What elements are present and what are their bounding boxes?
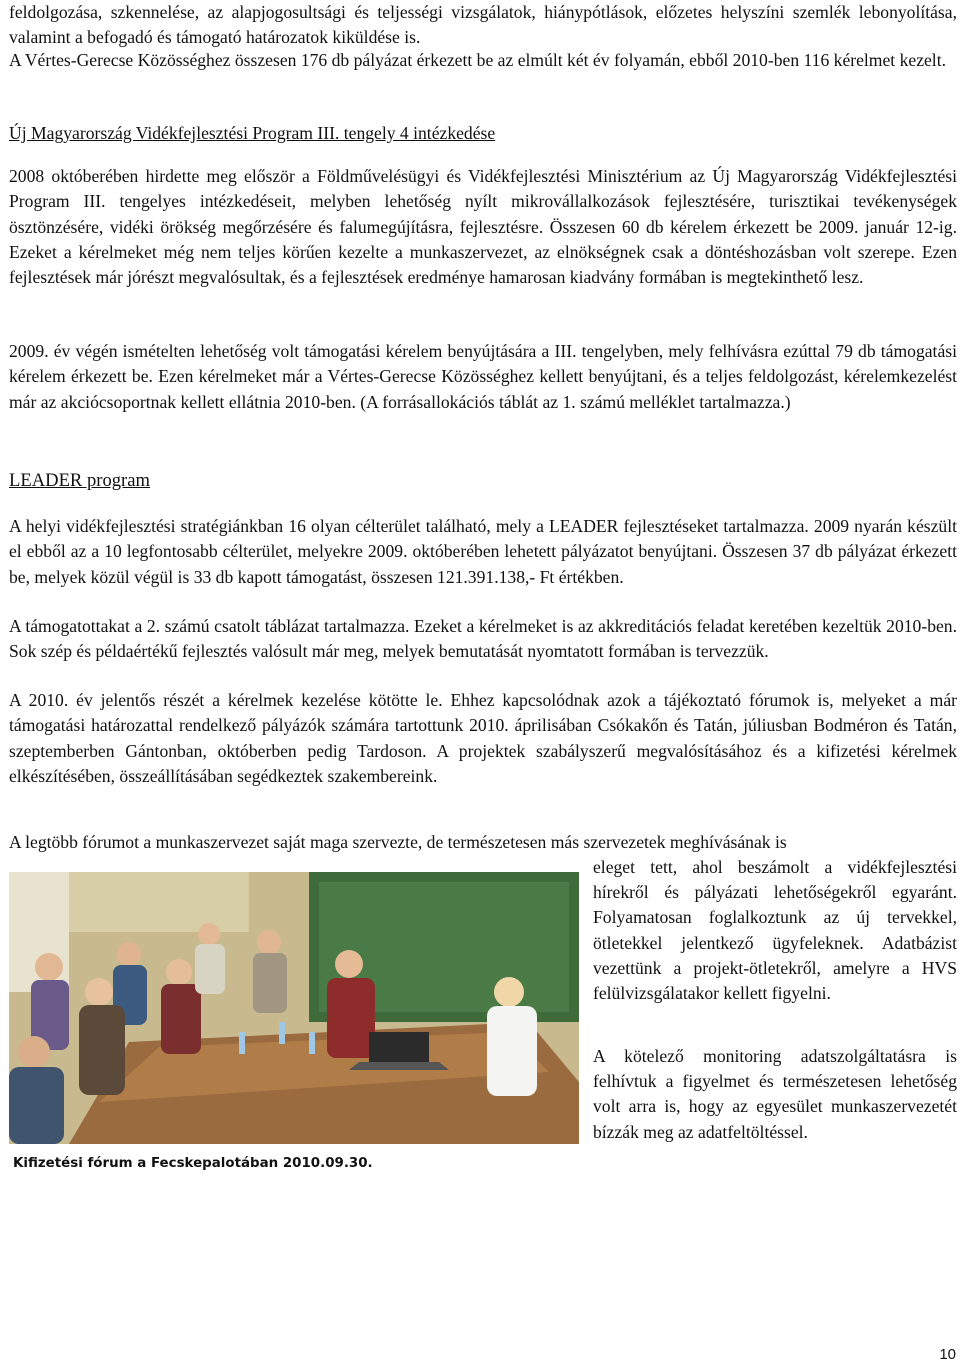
paragraph-intro-2: A Vértes-Gerecse Közösséghez összesen 176 db pályázat érkezett be az elmúlt két év folyamán, ebből 2010-ben 116 kérelmet kezelt. — [9, 50, 946, 70]
page-number: 10 — [939, 1346, 956, 1363]
paragraph-leader-4-side: eleget tett, ahol beszámolt a vidékfejlesztési hírekről és pályázati lehetőségekről egyaránt. Folyamatosan foglalkoztunk az új tervekkel, ötletekkel jelentkező ügyfeleknek. Adatbázist vezettünk a projekt-ötletekről, amelyre a HVS felülvizsgálatakor kellett figyelni. — [593, 857, 957, 1004]
paragraph-intro-1: feldolgozása, szkennelése, az alapjogosultsági és teljességi vizsgálatok, hiánypótlások, előzetes helyszíni szemlék lebonyolítása, valamint a befogadó és támogató határozatok kiküldése is. — [9, 2, 957, 48]
paragraph-leader-5-side: A kötelező monitoring adatszolgáltatásra is felhívtuk a figyelmet és természetesen lehetőség volt arra is, hogy az egyesület munkaszervezetét bízzák meg az adatfeltöltéssel. — [593, 1046, 957, 1142]
paragraph-program-2: 2009. év végén ismételten lehetőség volt támogatási kérelem benyújtására a III. tengelyben, mely felhívásra ezúttal 79 db támogatási kérelem érkezett be. Ezen kérelmeket már a Vértes-Gerecse Közösséghez kellett benyújtani, és a teljes feldolgozást, kérelemkezelést már az akciócsoportnak kellett ellátnia 2010-ben. (A forrásallokációs táblát az 1. számú melléklet tartalmazza.) — [9, 341, 957, 412]
paragraph-program-1: 2008 októberében hirdette meg először a Földművelésügyi és Vidékfejlesztési Minisztérium az Új Magyarország Vidékfejlesztési Program III. tengelyes intézkedéseit, melyben lehetőség nyílt mikrovállalkozások fejlesztésére, turisztikai tevékenységek ösztönzésére, vidéki örökség megőrzésére és falumegújításra, fejlesztésre. Összesen 60 db kérelem érkezett be 2009. január 12-ig. Ezeket a kérelmeket még nem teljes körűen kezelte a munkaszervezet, az elnökségnek csak a döntéshozásban volt szerepe. Ezen fejlesztések már jórészt megvalósultak, és a fejlesztések eredménye hamarosan kiadvány formában is megtekinthető lesz. — [9, 166, 957, 288]
paragraph-leader-1: A helyi vidékfejlesztési stratégiánkban 16 olyan célterület található, mely a LEADER fejlesztéseket tartalmazza. 2009 nyarán készült el ebből az a 10 legfontosabb célterület, melyekre 2009. októberében lehetett pályázatot benyújtani. Összesen 37 db pályázat érkezett be, melyek közül végül is 33 db kapott támogatást, összesen 121.391.138,- Ft értékben. — [9, 516, 957, 587]
paragraph-leader-2: A támogatottakat a 2. számú csatolt táblázat tartalmazza. Ezeket a kérelmeket is az akkreditációs feladat keretében kezeltük 2010-ben. Sok szép és példaértékű fejlesztés valósult már meg, melyek bemutatását nyomtatott formában is tervezzük. — [9, 616, 957, 662]
photo-figure — [9, 872, 579, 1184]
section-heading-leader: LEADER program — [9, 470, 150, 491]
figure-caption: Kifizetési fórum a Fecskepalotában 2010.09.30. — [13, 1156, 373, 1171]
section-heading-program: Új Magyarország Vidékfejlesztési Program III. tengely 4 intézkedése — [9, 123, 496, 143]
paragraph-leader-4-lead: A legtöbb fórumot a munkaszervezet saját maga szervezte, de természetesen más szervezetek meghívásának is — [9, 832, 787, 852]
paragraph-leader-3: A 2010. év jelentős részét a kérelmek kezelése kötötte le. Ehhez kapcsolódnak azok a tájékoztató fórumok is, melyeket a már támogatási határozattal rendelkező pályázók számára tartottunk 2010. áprilisában Csókakőn és Tatán, júliusban Bodméron és Tatán, szeptemberben Gántonban, októberben pedig Tardoson. A projektek szabályszerű megvalósításához és a kifizetési kérelmek elkészítésében, összeállításában segédkeztek szakembereink. — [9, 690, 957, 786]
forum-photo — [9, 872, 579, 1144]
